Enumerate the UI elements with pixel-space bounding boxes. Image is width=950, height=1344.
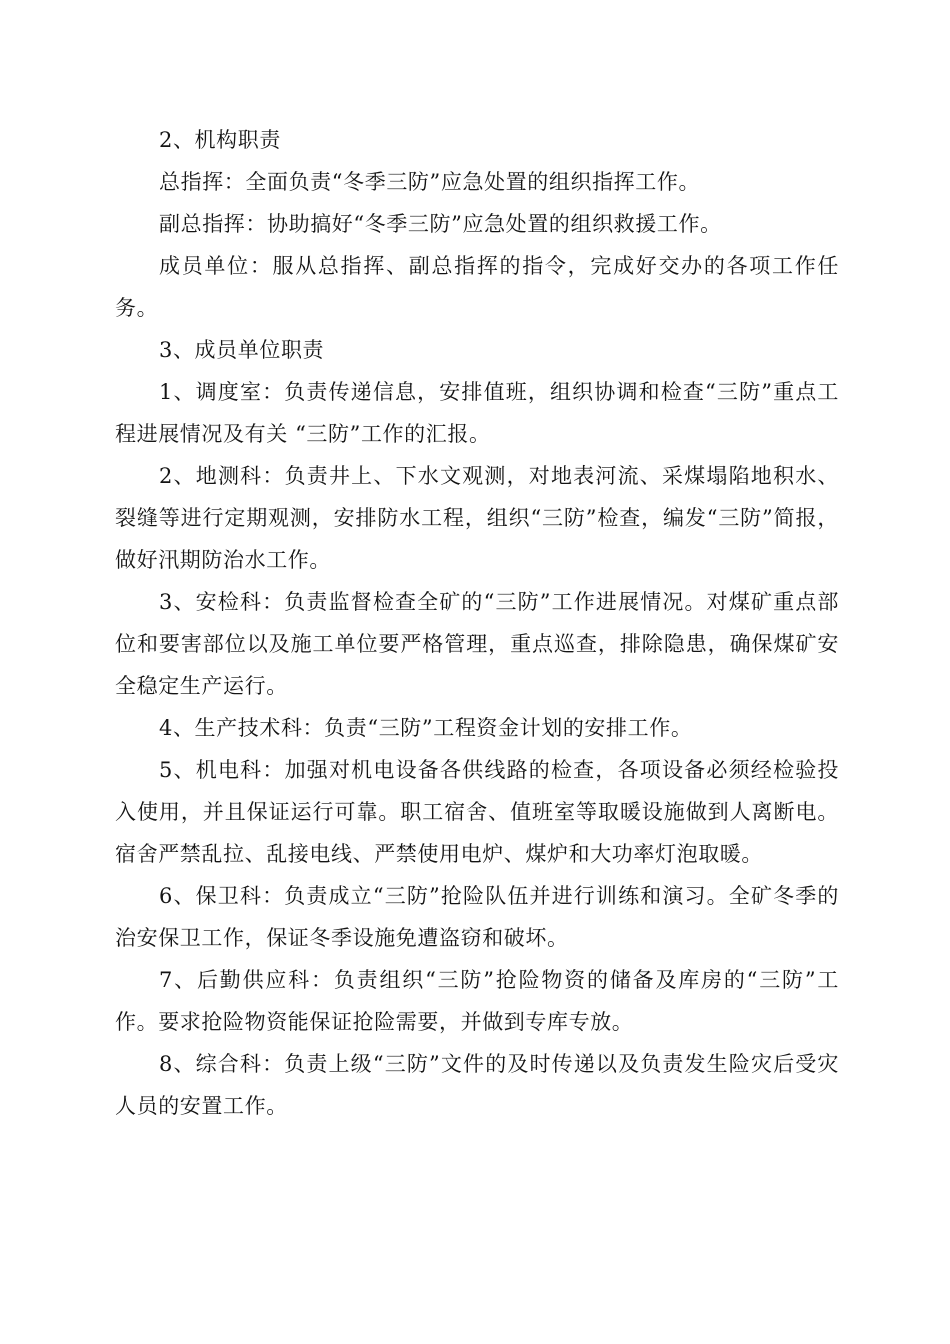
section-heading-member-unit-duties: 3、成员单位职责 [159,338,325,362]
paragraph-commander: 总指挥：全面负责“冬季三防”应急处置的组织指挥工作。 [159,170,701,194]
paragraph-general-affairs: 8、综合科：负责上级“三防”文件的及时传递以及负责发生险灾后受灾人员的安置工作。 [115,1052,839,1118]
paragraph-logistics-supply: 7、后勤供应科：负责组织“三防”抢险物资的储备及库房的“三防”工作。要求抢险物资能保证抢险需要，并做到专库专放。 [115,968,839,1034]
document-body [115,119,839,1127]
paragraph-member-units: 成员单位：服从总指挥、副总指挥的指令，完成好交办的各项工作任务。 [115,254,839,320]
paragraph-electromechanical: 5、机电科：加强对机电设备各供线路的检查，各项设备必须经检验投入使用，并且保证运行可靠。职工宿舍、值班室等取暖设施做到人离断电。宿舍严禁乱拉、乱接电线、严禁使用电炉、煤炉和大功率灯泡取暖。 [115,758,839,866]
section-heading-institution-duties: 2、机构职责 [159,128,281,152]
paragraph-safety-inspection: 3、安检科：负责监督检查全矿的“三防”工作进展情况。对煤矿重点部位和要害部位以及施工单位要严格管理，重点巡查，排除隐患，确保煤矿安全稳定生产运行。 [115,590,839,698]
paragraph-survey-department: 2、地测科：负责井上、下水文观测，对地表河流、采煤塌陷地积水、裂缝等进行定期观测，安排防水工程，组织“三防”检查，编发“三防”简报，做好汛期防治水工作。 [115,464,839,572]
paragraph-production-technology: 4、生产技术科：负责“三防”工程资金计划的安排工作。 [159,716,693,740]
paragraph-deputy-commander: 副总指挥：协助搞好“冬季三防”应急处置的组织救援工作。 [159,212,722,236]
paragraph-dispatch-room: 1、调度室：负责传递信息，安排值班，组织协调和检查“三防”重点工程进展情况及有关 “三防”工作的汇报。 [115,380,839,446]
paragraph-security-department: 6、保卫科：负责成立“三防”抢险队伍并进行训练和演习。全矿冬季的治安保卫工作，保证冬季设施免遭盗窃和破坏。 [115,884,839,950]
